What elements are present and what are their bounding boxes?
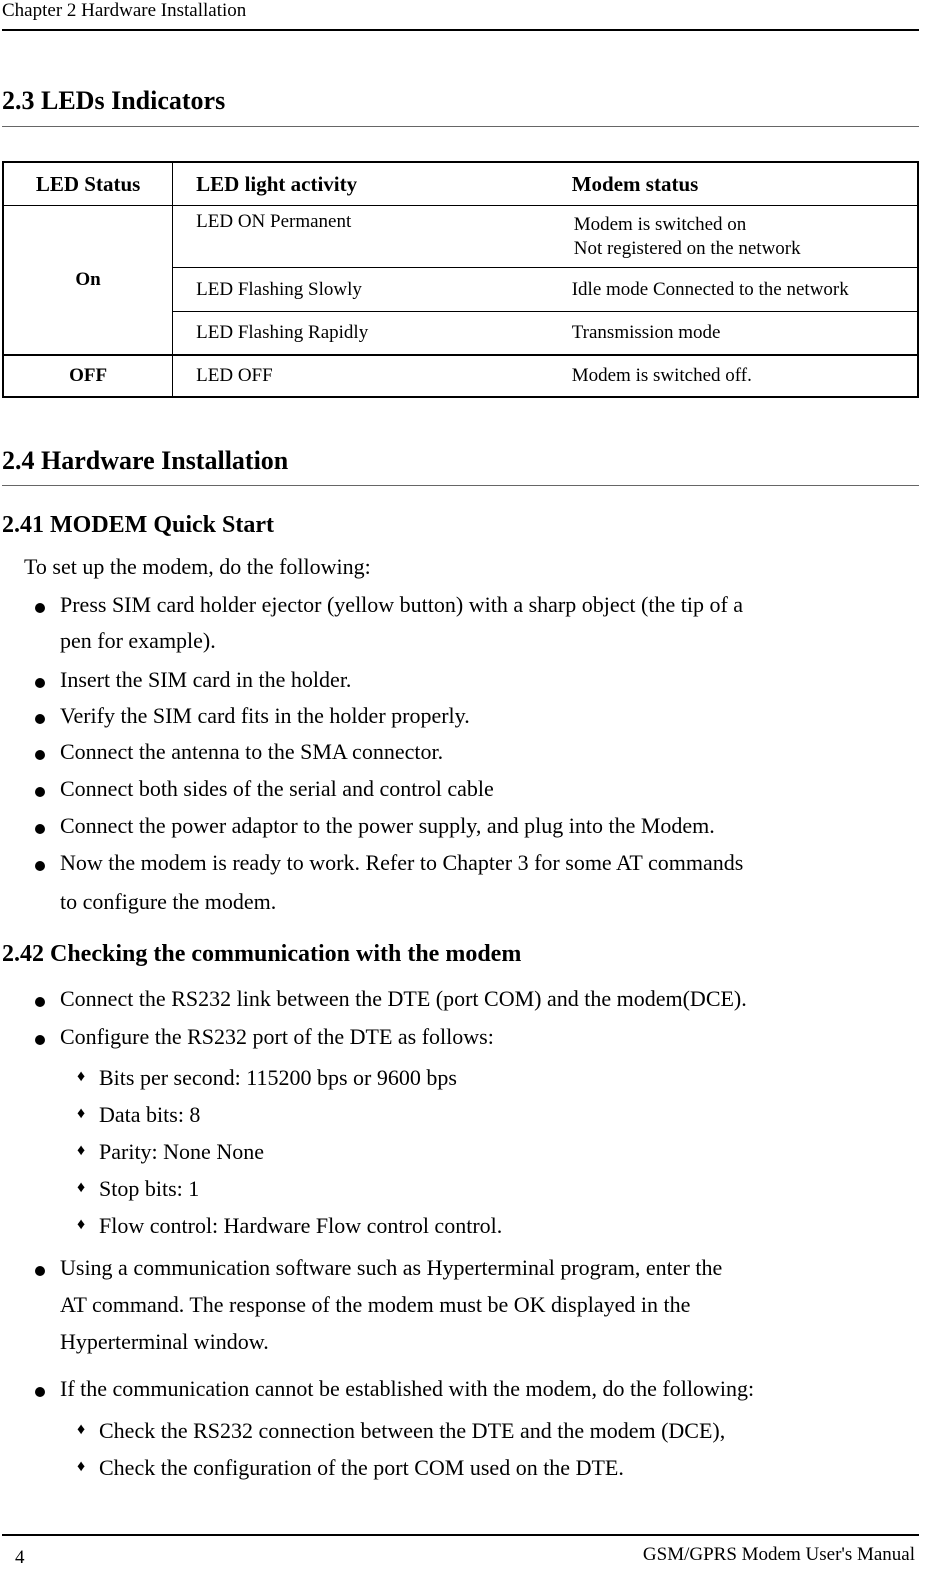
header-led-status: LED Status xyxy=(3,162,173,206)
activity-cell: LED OFF xyxy=(173,355,572,397)
section-2-4-rule xyxy=(2,485,919,486)
list-item: Insert the SIM card in the holder. xyxy=(60,667,352,692)
status-cell: Idle mode Connected to the network xyxy=(572,268,918,312)
bullet-icon xyxy=(35,714,45,724)
config-item: Data bits: 8 xyxy=(99,1102,201,1127)
list-item: Using a communication software such as Hyperterminal program, enter the xyxy=(60,1255,723,1280)
section-2-4-title: 2.4 Hardware Installation xyxy=(2,446,289,475)
diamond-icon: ♦ xyxy=(77,1068,86,1085)
status-on: On xyxy=(3,206,173,355)
table-row xyxy=(3,206,918,268)
diamond-icon: ♦ xyxy=(77,1179,86,1196)
list-item: Configure the RS232 port of the DTE as follows: xyxy=(60,1024,494,1049)
bullet-icon xyxy=(35,997,45,1007)
list-item-continuation: pen for example). xyxy=(60,628,216,653)
bullet-icon xyxy=(35,1387,45,1397)
list-item: Connect the power adaptor to the power supply, and plug into the Modem. xyxy=(60,813,715,838)
config-item: Stop bits: 1 xyxy=(99,1176,200,1201)
header-modem-status: Modem status xyxy=(572,162,918,206)
bullet-icon xyxy=(35,750,45,760)
list-item: Connect both sides of the serial and control cable xyxy=(60,776,494,801)
activity-cell: LED ON Permanent xyxy=(196,211,352,232)
list-item: Connect the antenna to the SMA connector. xyxy=(60,739,444,764)
bullet-icon xyxy=(35,861,45,871)
status-cell: Modem is switched off. xyxy=(572,355,918,397)
led-status-table xyxy=(2,161,919,398)
config-item: Parity: None None xyxy=(99,1139,264,1164)
footer-rule xyxy=(2,1534,919,1536)
section-2-3-title: 2.3 LEDs Indicators xyxy=(2,86,226,115)
header-led-activity: LED light activity xyxy=(173,162,572,206)
bullet-icon xyxy=(35,1035,45,1045)
bullet-icon xyxy=(35,1266,45,1276)
status-line: Modem is switched on xyxy=(573,213,747,235)
config-item: Flow control: Hardware Flow control control. xyxy=(99,1213,503,1238)
list-item-continuation: to configure the modem. xyxy=(60,889,277,914)
table-header-row xyxy=(3,162,918,206)
bullet-icon xyxy=(35,787,45,797)
bullet-icon xyxy=(35,824,45,834)
page-number: 4 xyxy=(15,1547,25,1568)
activity-cell: LED Flashing Rapidly xyxy=(173,312,572,355)
activity-cell: LED Flashing Slowly xyxy=(173,268,572,312)
list-item: Connect the RS232 link between the DTE (port COM) and the modem(DCE). xyxy=(60,986,747,1011)
status-cell xyxy=(572,206,918,268)
subsection-2-41-title: 2.41 MODEM Quick Start xyxy=(2,512,274,538)
table-row xyxy=(3,355,918,397)
list-item: If the communication cannot be established with the modem, do the following: xyxy=(60,1376,755,1401)
status-off: OFF xyxy=(3,355,173,397)
list-item: Verify the SIM card fits in the holder properly. xyxy=(60,703,470,728)
header-rule xyxy=(2,29,919,31)
quick-start-intro: To set up the modem, do the following: xyxy=(24,554,371,579)
check-item: Check the RS232 connection between the DTE and the modem (DCE), xyxy=(99,1418,726,1443)
list-item: Now the modem is ready to work. Refer to Chapter 3 for some AT commands xyxy=(60,850,744,875)
bullet-icon xyxy=(35,678,45,688)
section-2-3-rule xyxy=(2,126,919,127)
bullet-icon xyxy=(35,603,45,613)
diamond-icon: ♦ xyxy=(77,1216,86,1233)
manual-title: GSM/GPRS Modem User's Manual xyxy=(642,1544,915,1565)
status-line: Not registered on the network xyxy=(573,237,801,259)
status-cell: Transmission mode xyxy=(572,312,918,355)
diamond-icon: ♦ xyxy=(77,1142,86,1159)
subsection-2-42-title: 2.42 Checking the communication with the modem xyxy=(2,941,522,967)
list-item-continuation: Hyperterminal window. xyxy=(60,1329,269,1354)
check-item: Check the configuration of the port COM used on the DTE. xyxy=(99,1455,624,1480)
list-item-continuation: AT command. The response of the modem must be OK displayed in the xyxy=(60,1292,691,1317)
config-item: Bits per second: 115200 bps or 9600 bps xyxy=(99,1065,457,1090)
diamond-icon: ♦ xyxy=(77,1421,86,1438)
list-item: Press SIM card holder ejector (yellow button) with a sharp object (the tip of a xyxy=(60,592,744,617)
running-header: Chapter 2 Hardware Installation xyxy=(2,0,247,21)
diamond-icon: ♦ xyxy=(77,1458,86,1475)
diamond-icon: ♦ xyxy=(77,1105,86,1122)
